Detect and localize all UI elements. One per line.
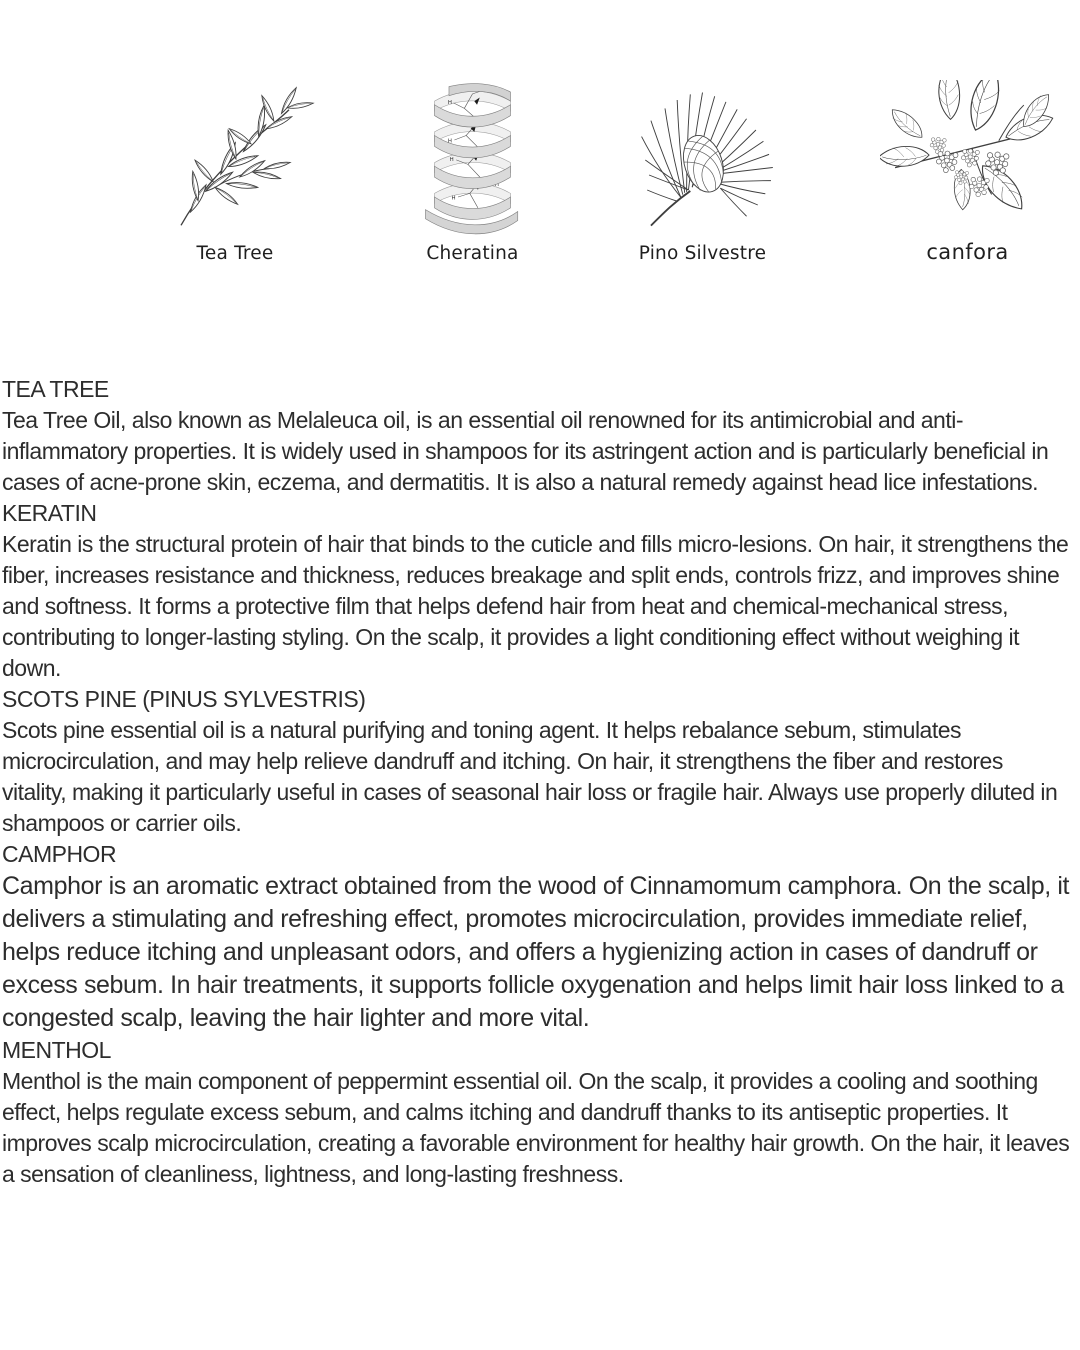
section-tea-tree (2, 374, 1070, 498)
figure-label-pino-silvestre: Pino Silvestre (638, 243, 767, 264)
section-heading-keratin: KERATIN (2, 500, 97, 526)
figure-label-tea-tree: Tea Tree (196, 243, 274, 264)
pine-art (620, 83, 785, 235)
section-scots-pine (2, 684, 1070, 839)
keratin-helix-icon (420, 83, 525, 235)
figure-tea-tree (145, 83, 325, 264)
svg-text:H: H (451, 195, 456, 202)
section-menthol (2, 1035, 1070, 1190)
pine-branch-cone-icon (620, 85, 785, 235)
section-body-keratin: Keratin is the structural protein of hair that binds to the cuticle and fills micro-lesions. On hair, it strengthens the fiber, increases resistance and thickness, reduces breakage and split ends, controls frizz, and improves shine and softness. It forms a protective film that helps defend hair from heat and chemical-mechanical stress, contributing to longer-lasting styling. On the scalp, it provides a light conditioning effect without weighing it down. (2, 531, 1069, 681)
section-heading-scots-pine: SCOTS PINE (PINUS SYLVESTRIS) (2, 686, 366, 712)
camphor-art (880, 80, 1055, 232)
section-heading-tea-tree: TEA TREE (2, 376, 109, 402)
section-heading-camphor: CAMPHOR (2, 841, 117, 867)
section-body-tea-tree: Tea Tree Oil, also known as Melaleuca oil, is an essential oil renowned for its antimicrobial and anti-inflammatory properties. It is widely used in shampoos for its astringent action and is particularly beneficial in cases of acne-prone skin, eczema, and dermatitis. It is also a natural remedy against head lice infestations. (2, 407, 1049, 495)
section-camphor (2, 839, 1070, 1035)
svg-text:H: H (447, 99, 452, 106)
svg-text:H: H (449, 156, 454, 163)
figure-label-cheratina: Cheratina (426, 243, 519, 264)
section-keratin (2, 498, 1070, 684)
ingredient-figures-row (0, 0, 1080, 280)
tea-tree-art (145, 83, 325, 235)
tea-tree-branch-icon (145, 83, 325, 235)
camphor-branch-icon (880, 80, 1055, 232)
section-heading-menthol: MENTHOL (2, 1037, 111, 1063)
figure-pino-silvestre (620, 83, 785, 264)
svg-text:H: H (494, 182, 499, 189)
svg-text:H: H (447, 138, 452, 145)
keratin-art (420, 83, 525, 235)
figure-label-canfora: canfora (926, 240, 1009, 264)
section-body-menthol: Menthol is the main component of peppermint essential oil. On the scalp, it provides a cooling and soothing effect, helps regulate excess sebum, and calms itching and dandruff thanks to its antiseptic properties. It improves scalp microcirculation, creating a favorable environment for healthy hair growth. On the hair, it leaves a sensation of cleanliness, lightness, and long-lasting freshness. (2, 1068, 1070, 1187)
figure-cheratina (420, 83, 525, 264)
ingredient-descriptions (0, 374, 1080, 1190)
section-body-scots-pine: Scots pine essential oil is a natural purifying and toning agent. It helps rebalance sebum, stimulates microcirculation, and may help relieve dandruff and itching. On hair, it strengthens the fiber and restores vitality, making it particularly useful in cases of seasonal hair loss or fragile hair. Always use properly diluted in shampoos or carrier oils. (2, 717, 1058, 836)
figure-canfora (880, 80, 1055, 264)
section-body-camphor: Camphor is an aromatic extract obtained from the wood of Cinnamomum camphora. On the scalp, it delivers a stimulating and refreshing effect, promotes microcirculation, provides immediate relief, helps reduce itching and unpleasant odors, and offers a hygienizing action in cases of dandruff or excess sebum. In hair treatments, it supports follicle oxygenation and helps limit hair loss linked to a congested scalp, leaving the hair lighter and more vital. (2, 872, 1070, 1032)
